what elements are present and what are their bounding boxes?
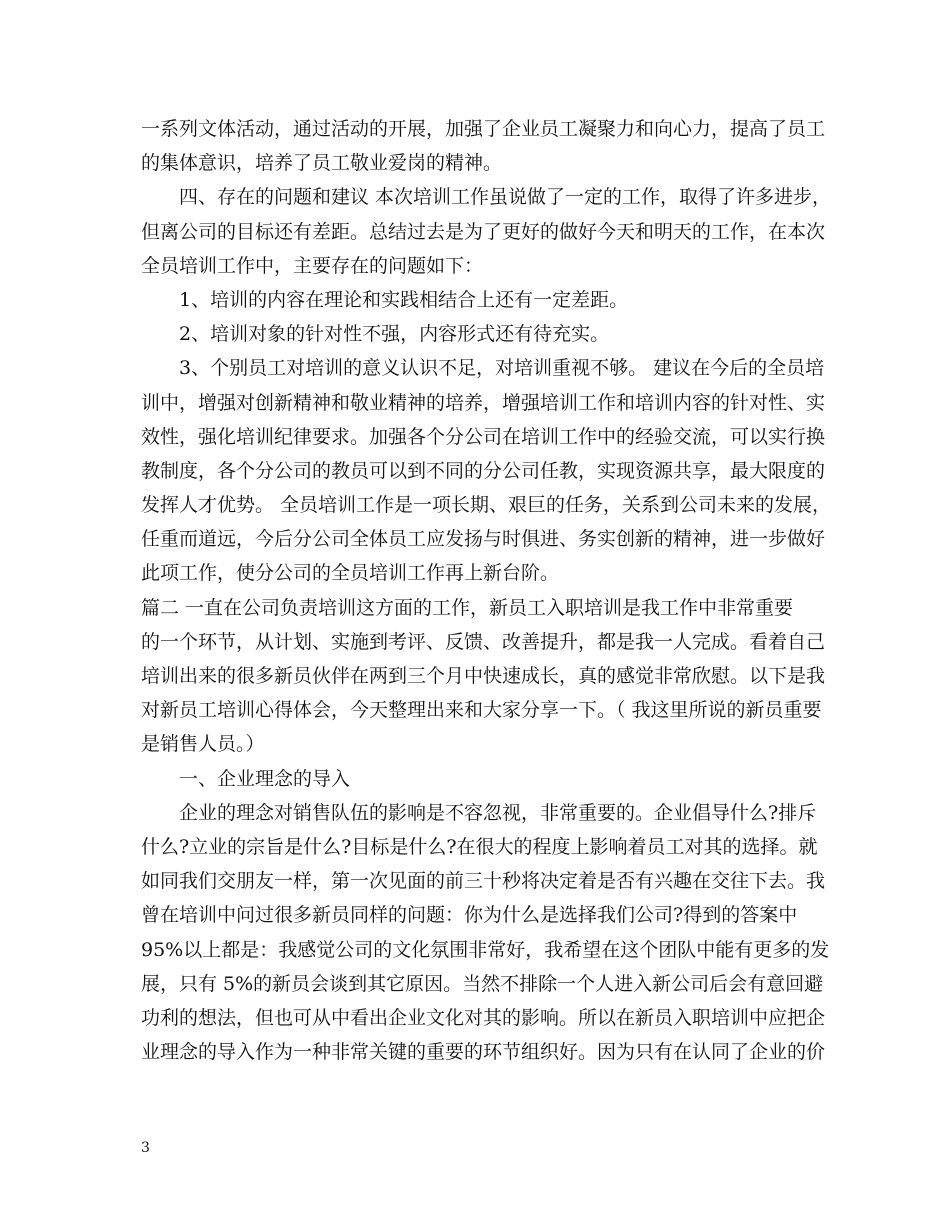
text-line: 发挥人才优势。 全员培训工作是一项长期、艰巨的任务，关系到公司未来的发展，	[141, 494, 832, 517]
text-line: 此项工作，使分公司的全员培训工作再上新台阶。	[141, 562, 560, 585]
text-line: 教制度，各个分公司的教员可以到不同的分公司任教，实现资源共享，最大限度的	[141, 459, 826, 482]
text-line: 训中，增强对创新精神和敬业精神的培养，增强培训工作和培训内容的针对性、实	[141, 391, 826, 414]
text-line: 四、存在的问题和建议 本次培训工作虽说做了一定的工作，取得了许多进步，	[179, 186, 832, 209]
text-line: 效性，强化培训纪律要求。加强各个分公司在培训工作中的经验交流，可以实行换	[141, 425, 826, 448]
text-line: 如同我们交朋友一样，第一次见面的前三十秒将决定着是否有兴趣在交往下去。我	[141, 870, 826, 893]
text-line: 功利的想法，但也可从中看出企业文化对其的影响。所以在新员入职培训中应把企	[141, 1006, 826, 1029]
text-line: 企业的理念对销售队伍的影响是不容忽视，非常重要的。企业倡导什么?排斥	[179, 801, 817, 824]
text-line: 的集体意识，培养了员工敬业爱岗的精神。	[141, 152, 503, 175]
text-line: 95%以上都是：我感觉公司的文化氛围非常好，我希望在这个团队中能有更多的发	[141, 938, 830, 961]
text-line: 曾在培训中问过很多新员同样的问题：你为什么是选择我们公司?得到的答案中	[141, 904, 798, 927]
text-line: 培训出来的很多新员伙伴在两到三个月中快速成长，真的感觉非常欣慰。以下是我	[141, 665, 826, 687]
text-line: 一、企业理念的导入	[179, 767, 351, 790]
text-line: 展，只有 5%的新员会谈到其它原因。当然不排除一个人进入新公司后会有意回避	[141, 972, 824, 995]
text-line: 全员培训工作中，主要存在的问题如下：	[141, 254, 484, 277]
text-line: 任重而道远，今后分公司全体员工应发扬与时俱进、务实创新的精神，进一步做好	[141, 528, 826, 551]
text-line: 2、培训对象的针对性不强，内容形式还有待充实。	[179, 323, 610, 346]
text-line: 什么?立业的宗旨是什么?目标是什么?在很大的程度上影响着员工对其的选择。就	[141, 835, 818, 858]
text-line: 一系列文体活动，通过活动的开展，加强了企业员工凝聚力和向心力，提高了员工	[141, 118, 826, 140]
text-line: 业理念的导入作为一种非常关键的重要的环节组织好。因为只有在认同了企业的价	[141, 1041, 826, 1064]
page-number: 3	[141, 1140, 150, 1156]
body-text	[141, 112, 832, 1069]
text-line: 3、个别员工对培训的意义认识不足，对培训重视不够。 建议在今后的全员培	[179, 357, 825, 380]
text-line: 但离公司的目标还有差距。总结过去是为了更好的做好今天和明天的工作，在本次	[141, 220, 826, 243]
text-line: 1、培训的内容在理论和实践相结合上还有一定差距。	[179, 288, 629, 311]
text-line: 的一个环节，从计划、实施到考评、反馈、改善提升，都是我一人完成。看着自己	[141, 630, 826, 653]
text-line: 对新员工培训心得体会，今天整理出来和大家分享一下。（ 我这里所说的新员重要	[141, 699, 822, 722]
text-line: 篇二 一直在公司负责培训这方面的工作，新员工入职培训是我工作中非常重要	[141, 596, 794, 619]
text-line: 是销售人员。）	[141, 733, 265, 756]
